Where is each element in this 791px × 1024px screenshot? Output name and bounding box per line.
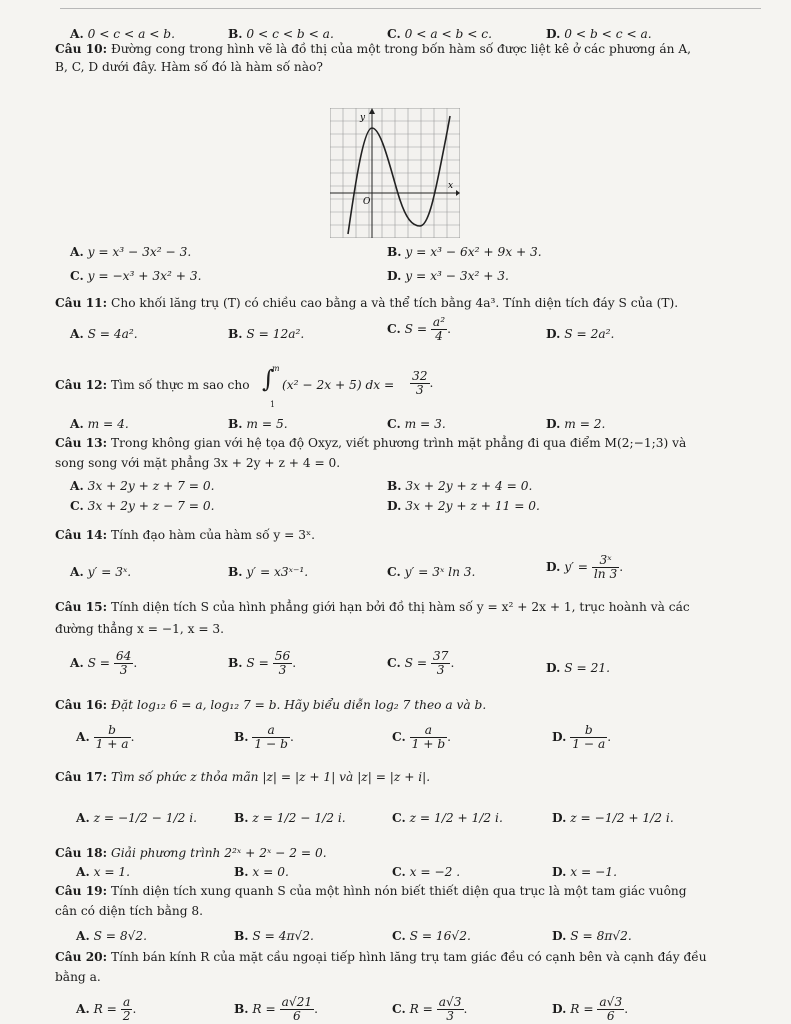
q13-option-b[interactable]: B. 3x + 2y + z + 4 = 0. [387,479,533,493]
q9-option-b[interactable]: B. 0 < c < b < a. [228,27,334,41]
q13-line1: Câu 13: Trong không gian với hệ tọa độ Oxyz, viết phương trình mặt phẳng đi qua điểm M(2;−1;3) và [55,436,687,450]
q11-option-d[interactable]: D. S = 2a². [546,327,615,341]
q18-line: Câu 18: Giải phương trình 2²ˣ + 2ˣ − 2 = 0. [55,846,327,860]
q14-option-a[interactable]: A. y′ = 3ˣ. [70,565,132,579]
q20-option-b[interactable]: B. R = $\frac{a√21}{6}$ . [234,995,318,1023]
q10-option-c[interactable]: C. y = −x³ + 3x² + 3. [70,269,202,283]
q20-option-a[interactable]: A. R = $\frac{a}{2}$ . [76,995,137,1023]
q12-option-a[interactable]: A. m = 4. [70,417,129,431]
q18-option-d[interactable]: D. x = −1. [552,865,617,879]
q16-option-b[interactable]: B. $\frac{a}{1 - b}$ . [234,723,294,751]
q11-option-a[interactable]: A. S = 4a². [70,327,138,341]
q17-option-d[interactable]: D. z = −1/2 + 1/2 i. [552,811,674,825]
q16-line: Câu 16: Đặt log₁₂ 6 = a, log₁₂ 7 = b. Hãy biểu diễn log₂ 7 theo a và b. [55,698,487,712]
q17-option-c[interactable]: C. z = 1/2 + 1/2 i. [392,811,503,825]
q12-integral-lower: 1 [270,400,276,409]
q19-option-b[interactable]: B. S = 4π√2. [234,929,314,943]
q12-rhs: $\frac{32}{3}$ . [412,369,434,397]
q14-option-c[interactable]: C. y′ = 3ˣ ln 3. [387,565,476,579]
q18-option-b[interactable]: B. x = 0. [234,865,289,879]
q20-option-c[interactable]: C. R = $\frac{a√3}{3}$ . [392,995,468,1023]
q13-option-d[interactable]: D. 3x + 2y + z + 11 = 0. [387,499,540,513]
q20-line1: Câu 20: Tính bán kính R của mặt cầu ngoại tiếp hình lăng trụ tam giác đều có cạnh bên và cạnh đáy đều [55,950,707,964]
q20-line2: bằng a. [55,970,101,984]
q13-option-c[interactable]: C. 3x + 2y + z − 7 = 0. [70,499,215,513]
q12-integral-sign: ∫ [262,365,275,393]
q17-option-a[interactable]: A. z = −1/2 − 1/2 i. [76,811,198,825]
q12-integral-upper: m [272,364,280,373]
q10-y-label: y [360,113,366,123]
q19-line1: Câu 19: Tính diện tích xung quanh S của một hình nón biết thiết diện qua trục là một tam giác vuông [55,884,687,898]
q9-option-a[interactable]: A. 0 < c < a < b. [70,27,175,41]
q15-option-c[interactable]: C. S = $\frac{37}{3}$ . [387,649,455,677]
q9-option-d[interactable]: D. 0 < b < c < a. [546,27,652,41]
q12-option-d[interactable]: D. m = 2. [546,417,606,431]
q14-option-b[interactable]: B. y′ = x3ˣ⁻¹. [228,565,309,579]
q14-line: Câu 14: Tính đạo hàm của hàm số y = 3ˣ. [55,528,316,542]
q12-integrand: (x² − 2x + 5) dx = [282,378,395,392]
q19-option-d[interactable]: D. S = 8π√2. [552,929,632,943]
q20-option-d[interactable]: D. R = $\frac{a√3}{6}$ . [552,995,629,1023]
q12-option-b[interactable]: B. m = 5. [228,417,288,431]
q11-line: Câu 11: Cho khối lăng trụ (T) có chiều cao bằng a và thể tích bằng 4a³. Tính diện tích đáy S của (T). [55,296,679,310]
q19-option-a[interactable]: A. S = 8√2. [76,929,148,943]
q9-option-c[interactable]: C. 0 < a < b < c. [387,27,493,41]
q16-option-a[interactable]: A. $\frac{b}{1 + a}$ . [76,723,135,751]
q15-option-d[interactable]: D. S = 21. [546,661,610,675]
q16-option-c[interactable]: C. $\frac{a}{1 + b}$ . [392,723,451,751]
q15-line2: đường thẳng x = −1, x = 3. [55,622,225,636]
q10-option-a[interactable]: A. y = x³ − 3x² − 3. [70,245,192,259]
q12-line: Câu 12: Tìm số thực m sao cho [55,378,250,392]
q12-option-c[interactable]: C. m = 3. [387,417,446,431]
q11-option-b[interactable]: B. S = 12a². [228,327,305,341]
q19-line2: cân có diện tích bằng 8. [55,904,204,918]
q10-line2: B, C, D dưới đây. Hàm số đó là hàm số nào? [55,60,323,74]
q13-line2: song song với mặt phẳng 3x + 2y + z + 4 = 0. [55,456,341,470]
q10-function-graph [330,108,460,238]
q18-option-c[interactable]: C. x = −2 . [392,865,461,879]
q15-option-b[interactable]: B. S = $\frac{56}{3}$ . [228,649,297,677]
q10-line1: Câu 10: Đường cong trong hình vẽ là đồ thị của một trong bốn hàm số được liệt kê ở các phương án A, [55,42,692,56]
q10-origin-label: O [363,197,371,207]
q14-option-d[interactable]: D. y′ = $\frac{\text{3ˣ}}{\ln 3}$ . [546,553,624,581]
q10-x-label: x [448,181,454,191]
q11-option-c[interactable]: C. S = $\frac{\text{a²}}{4}$ . [387,315,451,343]
q15-line1: Câu 15: Tính diện tích S của hình phẳng giới hạn bởi đồ thị hàm số y = x² + 2x + 1, trục hoành và các [55,600,690,614]
q16-option-d[interactable]: D. $\frac{b}{1 - a}$ . [552,723,612,751]
q18-option-a[interactable]: A. x = 1. [76,865,131,879]
q10-option-d[interactable]: D. y = x³ − 3x² + 3. [387,269,509,283]
q10-option-b[interactable]: B. y = x³ − 6x² + 9x + 3. [387,245,542,259]
q19-option-c[interactable]: C. S = 16√2. [392,929,471,943]
q15-option-a[interactable]: A. S = $\frac{64}{3}$ . [70,649,138,677]
q13-option-a[interactable]: A. 3x + 2y + z + 7 = 0. [70,479,215,493]
page-top-rule [60,8,761,9]
q17-line: Câu 17: Tìm số phức z thỏa mãn |z| = |z + 1| và |z| = |z + i|. [55,770,431,784]
q17-option-b[interactable]: B. z = 1/2 − 1/2 i. [234,811,346,825]
